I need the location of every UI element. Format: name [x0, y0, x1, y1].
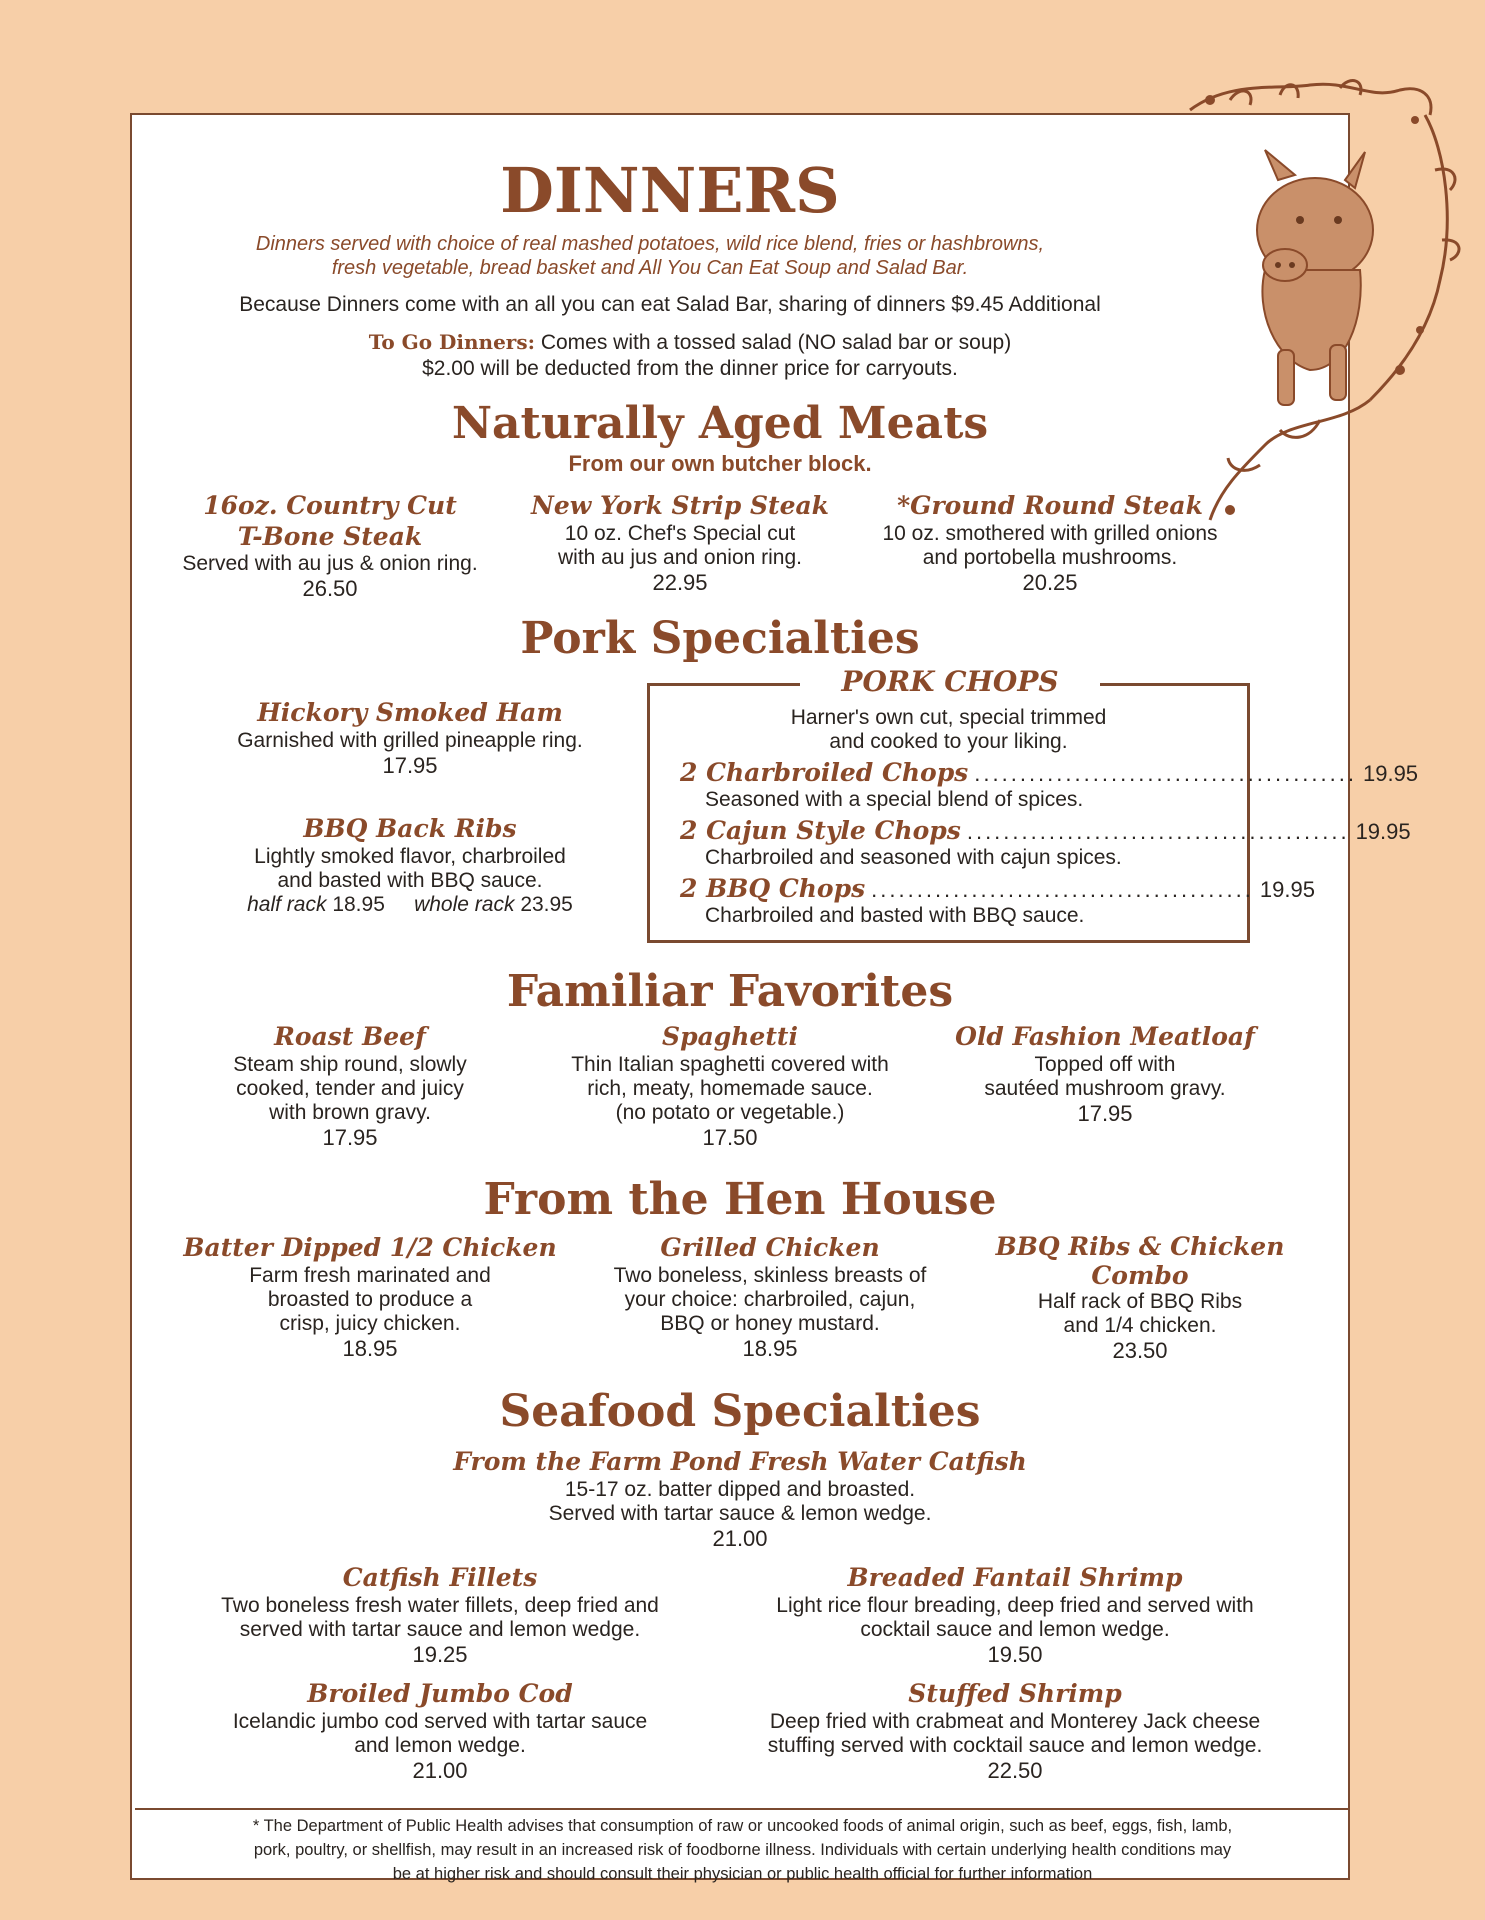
hen-item-desc: Farm fresh marinated and [249, 1264, 491, 1287]
pork-item-name: Hickory Smoked Ham [257, 698, 563, 727]
togo-line-2: $2.00 will be deducted from the dinner price for carryouts. [422, 357, 958, 380]
meat-item-name: New York Strip Steak [530, 491, 829, 520]
header-title [430, 155, 910, 227]
intro-line-2: fresh vegetable, bread basket and All You Can Eat Soup and Salad Bar. [331, 257, 969, 279]
meats-title: Naturally Aged Meats [451, 398, 989, 449]
favorite-item-desc: sautéed mushroom gravy. [984, 1077, 1226, 1100]
pig-illustration-icon [1170, 70, 1475, 540]
pork-chops-desc: Harner's own cut, special trimmed [790, 706, 1107, 729]
seafood-item-desc: Two boneless fresh water fillets, deep fried and [221, 1594, 659, 1617]
meat-item-tbone [150, 490, 510, 602]
favorite-item-price: 17.95 [1077, 1101, 1133, 1126]
favorite-item-meatloaf [935, 1021, 1275, 1127]
seafood-item-jumbo-cod [170, 1678, 710, 1784]
pork-chops-desc-2: and cooked to your liking. [829, 730, 1068, 753]
page-title: DINNERS [500, 154, 840, 227]
leader-dots: .......................................... [871, 877, 1254, 902]
sharing-note: Because Dinners come with an all you can eat Salad Bar, sharing of dinners $9.45 Additional [239, 293, 1101, 316]
chop-price: 19.95 [1355, 819, 1411, 844]
disclaimer-line-2: pork, poultry, or shellfish, may result in an increased risk of foodborne illness. Individuals with certain underlying health conditions may [253, 1841, 1232, 1859]
togo-label: To Go Dinners: [368, 330, 535, 354]
meat-item-ground-round [850, 490, 1250, 596]
favorite-item-spaghetti [530, 1021, 930, 1151]
hen-item-name: Batter Dipped 1/2 Chicken [183, 1233, 557, 1262]
togo-text: Comes with a tossed salad (NO salad bar or soup) [540, 331, 1012, 354]
hen-item-desc: crisp, juicy chicken. [279, 1312, 461, 1335]
rib-prices [190, 893, 630, 917]
meat-item-desc: Served with au jus & onion ring. [182, 552, 478, 575]
hen-item-batter-chicken [175, 1232, 565, 1362]
chop-name: 2 Charbroiled Chops [680, 758, 969, 787]
leader-dots: .......................................... [974, 761, 1357, 786]
favorites-title: Familiar Favorites [506, 966, 954, 1017]
seafood-item-desc: 15-17 oz. batter dipped and broasted. [564, 1478, 916, 1501]
hen-item-desc: broasted to produce a [267, 1288, 473, 1311]
favorite-item-price: 17.95 [322, 1125, 378, 1150]
hen-item-name-2: Combo [1091, 1261, 1189, 1290]
seafood-item-price: 21.00 [712, 1526, 768, 1551]
intro-line-1: Dinners served with choice of real mashed potatoes, wild rice blend, fries or hashbrowns, [255, 233, 1045, 255]
favorite-item-desc: rich, meaty, homemade sauce. [587, 1077, 873, 1100]
seafood-item-fantail-shrimp [720, 1562, 1310, 1668]
pork-title: Pork Specialties [520, 613, 920, 664]
pork-item-ham [190, 697, 630, 779]
seafood-item-price: 19.50 [987, 1642, 1043, 1667]
meat-item-price: 20.25 [1022, 570, 1078, 595]
togo-note [250, 329, 1130, 382]
meat-item-name: *Ground Round Steak [897, 491, 1203, 520]
meat-item-desc: 10 oz. Chef's Special cut [564, 522, 796, 545]
favorite-item-roast-beef [180, 1021, 520, 1151]
seafood-item-stuffed-shrimp [720, 1678, 1310, 1784]
half-rack-label: half rack [247, 893, 327, 916]
hen-item-ribs-chicken-combo [980, 1232, 1300, 1364]
disclaimer-line-1: * The Department of Public Health advises that consumption of raw or uncooked foods of animal origin, such as beef, eggs, fish, lamb, [252, 1817, 1233, 1835]
seafood-item-price: 22.50 [987, 1758, 1043, 1783]
seafood-item-price: 21.00 [412, 1758, 468, 1783]
chop-price: 19.95 [1259, 877, 1315, 902]
seafood-item-name: Breaded Fantail Shrimp [847, 1563, 1183, 1592]
meat-item-name-2: T-Bone Steak [237, 522, 423, 551]
chop-desc: Seasoned with a special blend of spices. [705, 788, 1084, 811]
favorite-item-desc: with brown gravy. [269, 1101, 431, 1124]
leader-dots: .......................................... [966, 819, 1350, 844]
hen-item-name: BBQ Ribs & Chicken [995, 1232, 1285, 1261]
favorite-item-name: Spaghetti [662, 1022, 798, 1051]
favorite-item-desc: Steam ship round, slowly [233, 1053, 467, 1076]
health-disclaimer [135, 1808, 1350, 1883]
hen-item-desc: Two boneless, skinless breasts of [613, 1264, 927, 1287]
meat-item-desc-2: with au jus and onion ring. [558, 546, 802, 569]
hen-item-desc: Half rack of BBQ Ribs [1037, 1290, 1243, 1313]
favorite-item-desc: cooked, tender and juicy [236, 1077, 464, 1100]
seafood-item-desc: stuffing served with cocktail sauce and lemon wedge. [767, 1734, 1263, 1757]
chop-name: 2 Cajun Style Chops [680, 816, 961, 845]
seafood-item-desc: served with tartar sauce and lemon wedge. [239, 1618, 641, 1641]
seafood-item-name: Broiled Jumbo Cod [307, 1679, 573, 1708]
chop-desc: Charbroiled and seasoned with cajun spices. [705, 846, 1122, 869]
hen-item-price: 23.50 [1112, 1338, 1168, 1363]
hen-item-desc: and 1/4 chicken. [1063, 1314, 1217, 1337]
seafood-item-desc: Icelandic jumbo cod served with tartar sauce [232, 1710, 648, 1733]
intro-text [150, 232, 1150, 280]
half-rack-price: 18.95 [332, 893, 385, 916]
seafood-item-catfish-fillets [170, 1562, 710, 1668]
hen-item-name: Grilled Chicken [660, 1233, 880, 1262]
meat-item-price: 22.95 [652, 570, 708, 595]
seafood-item-name: From the Farm Pond Fresh Water Catfish [453, 1447, 1027, 1476]
hen-item-desc: BBQ or honey mustard. [660, 1312, 880, 1335]
favorite-item-desc: Topped off with [1034, 1053, 1176, 1076]
favorite-item-desc: Thin Italian spaghetti covered with [571, 1053, 889, 1076]
hen-title: From the Hen House [483, 1174, 997, 1225]
seafood-title: Seafood Specialties [499, 1386, 981, 1437]
seafood-item-price: 19.25 [412, 1642, 468, 1667]
seafood-item-name: Catfish Fillets [342, 1563, 538, 1592]
seafood-item-desc: Deep fried with crabmeat and Monterey Jack cheese [769, 1710, 1261, 1733]
pork-chops-title: PORK CHOPS [800, 664, 1100, 700]
pork-item-desc-2: and basted with BBQ sauce. [277, 869, 543, 892]
chop-row [680, 874, 1315, 903]
seafood-item-name: Stuffed Shrimp [908, 1679, 1122, 1708]
meat-item-desc: 10 oz. smothered with grilled onions [882, 522, 1218, 545]
hen-item-grilled-chicken [580, 1232, 960, 1362]
chop-row [680, 816, 1411, 845]
seafood-item-desc: and lemon wedge. [354, 1734, 526, 1757]
chop-desc: Charbroiled and basted with BBQ sauce. [705, 904, 1085, 927]
favorite-item-name: Old Fashion Meatloaf [955, 1022, 1255, 1051]
seafood-item-catfish [400, 1446, 1080, 1552]
pork-item-ribs [190, 813, 630, 917]
seafood-item-desc: cocktail sauce and lemon wedge. [860, 1618, 1170, 1641]
hen-item-price: 18.95 [742, 1336, 798, 1361]
chop-row [680, 758, 1419, 787]
togo-line-1 [250, 329, 1130, 356]
meats-subtitle: From our own butcher block. [568, 451, 872, 476]
whole-rack-label: whole rack [414, 893, 515, 916]
meat-item-name: 16oz. Country Cut [203, 491, 457, 520]
pork-item-desc: Garnished with grilled pineapple ring. [237, 729, 583, 752]
hen-item-price: 18.95 [342, 1336, 398, 1361]
meat-item-strip [510, 490, 850, 596]
disclaimer-line-3: be at higher risk and should consult their physician or public health official for further information [392, 1865, 1093, 1883]
favorite-item-price: 17.50 [702, 1125, 758, 1150]
seafood-item-desc: Light rice flour breading, deep fried and served with [776, 1594, 1254, 1617]
meat-item-desc-2: and portobella mushrooms. [922, 546, 1178, 569]
chop-price: 19.95 [1362, 761, 1419, 786]
chop-name: 2 BBQ Chops [680, 874, 866, 903]
hen-item-desc: your choice: charbroiled, cajun, [624, 1288, 916, 1311]
pork-item-name: BBQ Back Ribs [303, 814, 517, 843]
pork-chops-box [647, 665, 1419, 943]
favorite-item-desc: (no potato or vegetable.) [615, 1101, 845, 1124]
favorite-item-name: Roast Beef [274, 1022, 426, 1051]
seafood-item-desc: Served with tartar sauce & lemon wedge. [548, 1502, 932, 1525]
meat-item-price: 26.50 [302, 576, 358, 601]
pork-item-desc: Lightly smoked flavor, charbroiled [254, 845, 566, 868]
pork-item-price: 17.95 [382, 753, 438, 778]
whole-rack-price: 23.95 [520, 893, 573, 916]
